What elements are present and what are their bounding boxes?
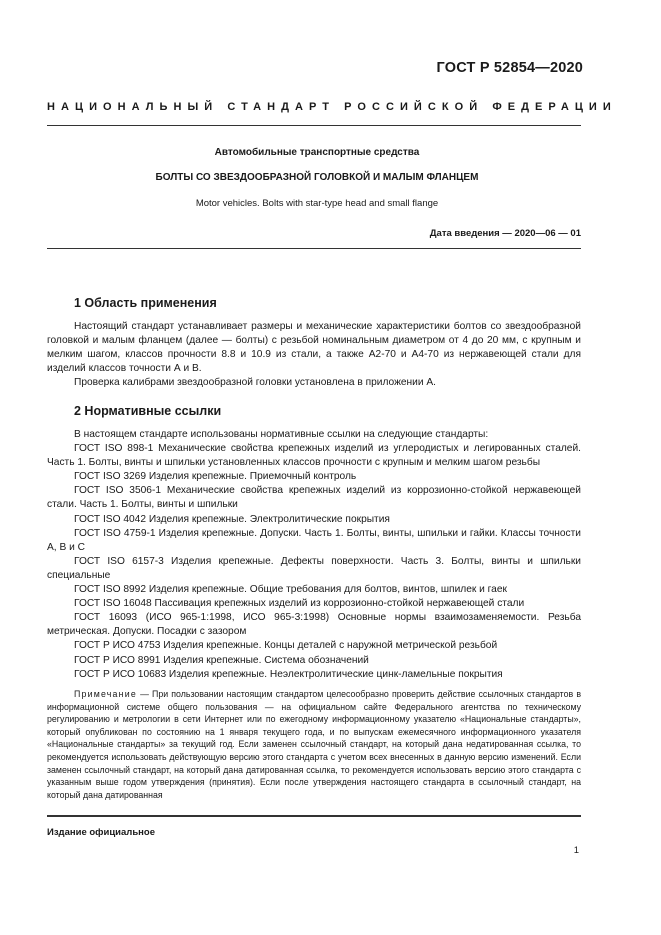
official-edition-label: Издание официальное (47, 827, 155, 838)
note-paragraph (47, 688, 581, 801)
reference-item: ГОСТ 16093 (ИСО 965-1:1998, ИСО 965-3:1998) Основные нормы взаимозаменяемости. Резьба метрическая. Допуски. Посадки с зазором (47, 612, 581, 638)
section-2-heading: 2 Нормативные ссылки (74, 404, 222, 418)
document-title-en: Motor vehicles. Bolts with star-type head and small flange (195, 198, 439, 209)
reference-item: ГОСТ Р ИСО 4753 Изделия крепежные. Концы деталей с наружной метрической резьбой (74, 640, 498, 652)
reference-item: ГОСТ ISO 16048 Пассивация крепежных изделий из коррозионно-стойкой нержавеющей стали (74, 598, 525, 610)
title-divider (47, 248, 581, 249)
note-label: Примечание (74, 689, 137, 699)
header-divider (47, 125, 581, 126)
reference-item: ГОСТ ISO 8992 Изделия крепежные. Общие требования для болтов, винтов, шпилек и гаек (74, 584, 507, 596)
reference-item: ГОСТ ISO 898-1 Механические свойства крепежных изделий из углеродистых и легированных сталей. Часть 1. Болты, винты и шпильки установленных классов прочности с крупным и мелким шагом резьбы (47, 443, 581, 469)
reference-item: ГОСТ ISO 4759-1 Изделия крепежные. Допуски. Часть 1. Болты, винты, шпильки и гайки. Классы точности А, В и С (47, 527, 581, 553)
reference-item: ГОСТ Р ИСО 8991 Изделия крепежные. Система обозначений (74, 654, 369, 666)
introduction-date: Дата введения — 2020—06 — 01 (429, 228, 581, 239)
footer-divider (47, 815, 581, 817)
reference-item: ГОСТ ISO 6157-3 Изделия крепежные. Дефекты поверхности. Часть 3. Болты, винты и шпильки специальные (47, 555, 581, 581)
document-title-ru: БОЛТЫ СО ЗВЕЗДООБРАЗНОЙ ГОЛОВКОЙ И МАЛЫМ ФЛАНЦЕМ (155, 172, 479, 183)
section-1-paragraph: Настоящий стандарт устанавливает размеры и механические характеристики болтов со звездообразной головкой и малым фланцем (далее — болты) с резьбой номинальным диаметром от 4 до 20 мм, с крупным и мелким шагом, классов прочности 8.8 и 10.9 из стали, а также А2-70 и А4-70 из нержавеющей стали для изделий классов точности А и В. (47, 321, 581, 375)
national-standard-banner: НАЦИОНАЛЬНЫЙ СТАНДАРТ РОССИЙСКОЙ ФЕДЕРАЦИИ (47, 101, 617, 113)
standard-number: ГОСТ Р 52854—2020 (436, 60, 583, 76)
section-2-body (47, 428, 581, 682)
page-number: 1 (573, 845, 579, 856)
document-subtitle: Автомобильные транспортные средства (214, 147, 420, 158)
section-1-body (47, 320, 581, 390)
section-1-paragraph: Проверка калибрами звездообразной головки установлена в приложении А. (74, 377, 437, 389)
note-block (47, 688, 581, 801)
reference-item: ГОСТ ISO 3506-1 Механические свойства крепежных изделий из коррозионно-стойкой нержавеющей стали. Часть 1. Болты, винты и шпильки (47, 485, 581, 511)
reference-item: ГОСТ ISO 3269 Изделия крепежные. Приемочный контроль (74, 471, 357, 483)
reference-item: ГОСТ Р ИСО 10683 Изделия крепежные. Неэлектролитические цинк-ламельные покрытия (74, 668, 503, 680)
note-text: — При пользовании настоящим стандартом целесообразно проверить действие ссылочных стандартов в информационной системе общего пользования — на официальном сайте Федерального агентства по техническому регулированию и метрологии в сети Интернет или по ежегодному информационному указателю «Национальные стандарты», который опубликован по состоянию на 1 января текущего года, и по выпускам ежемесячного информационного указателя «Национальные стандарты» за текущий год. Если заменен ссылочный стандарт, на который дана недатированная ссылка, то рекомендуется использовать действующую версию этого стандарта с учетом всех внесенных в данную версию изменений. Если заменен ссылочный стандарт, на который дана датированная ссылка, то рекомендуется использовать версию этого стандарта с указанным выше годом утверждения (принятия). Если после утверждения настоящего стандарта в ссылочный стандарт, на который дана датированная (47, 689, 581, 800)
section-1-heading: 1 Область применения (74, 296, 217, 310)
section-2-intro: В настоящем стандарте использованы нормативные ссылки на следующие стандарты: (74, 429, 489, 440)
reference-item: ГОСТ ISO 4042 Изделия крепежные. Электролитические покрытия (74, 513, 390, 525)
